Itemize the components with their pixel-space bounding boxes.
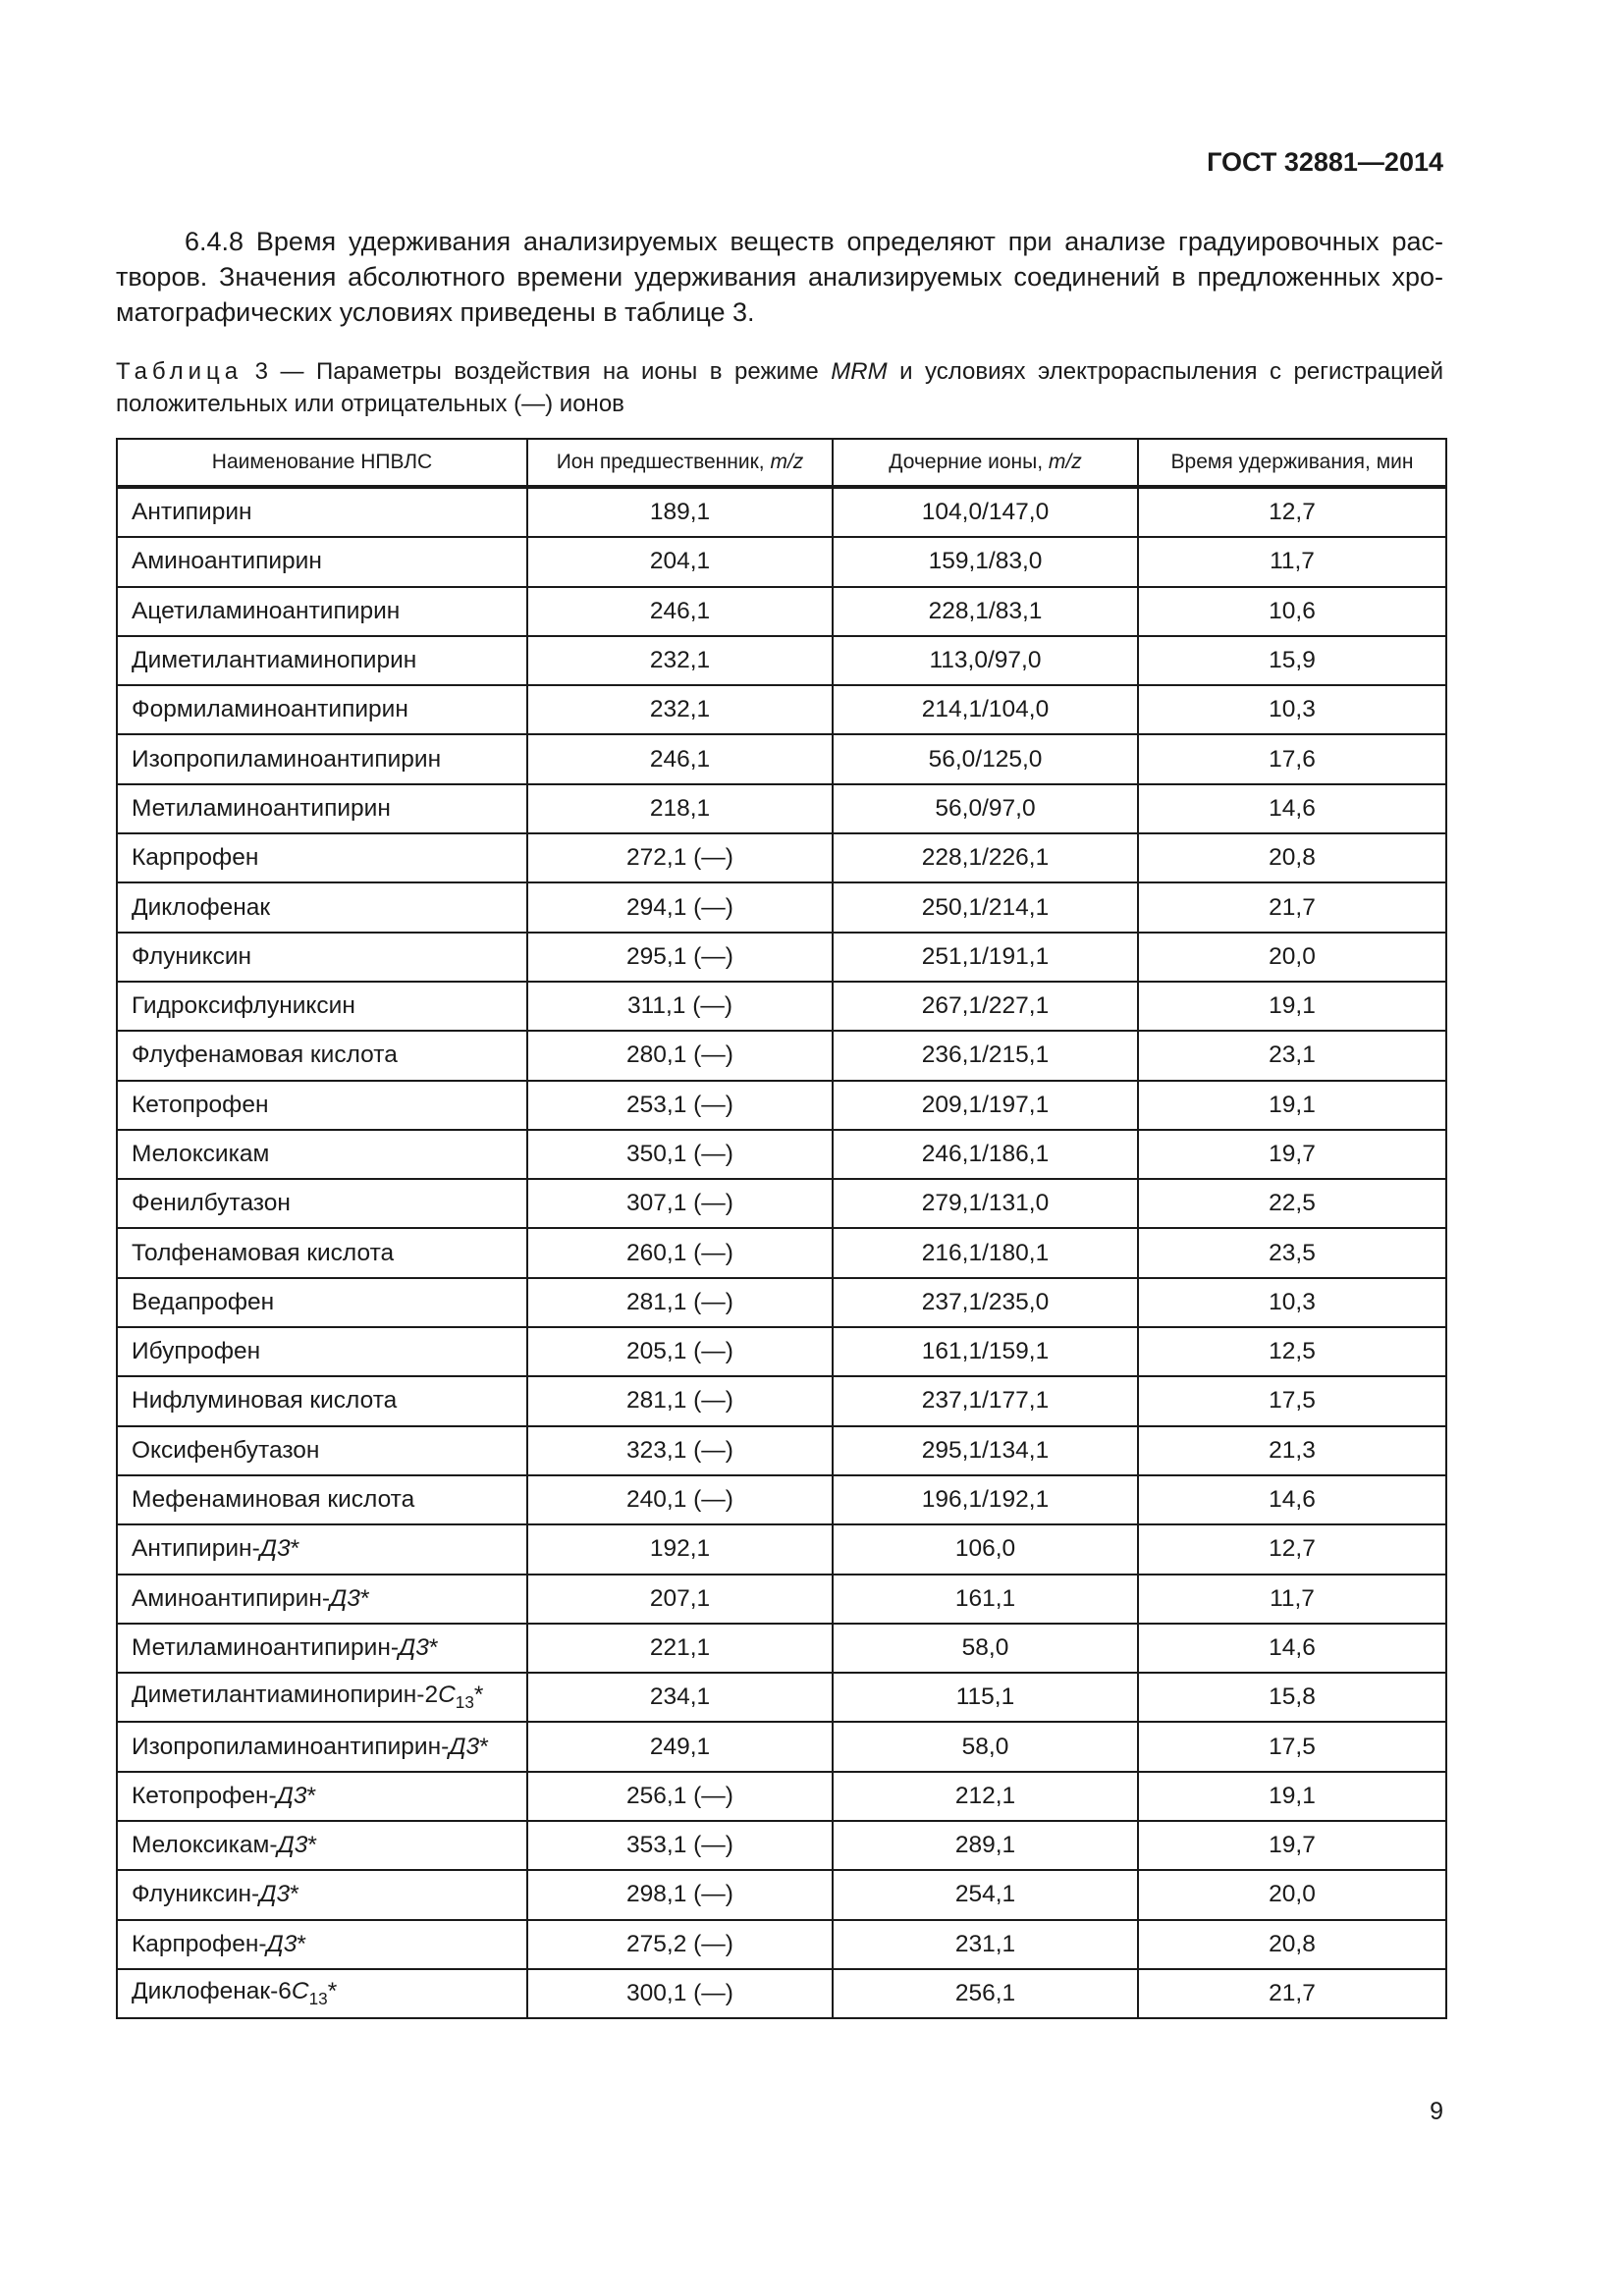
table-row [117,1031,1446,1080]
column-header-precursor [527,439,833,487]
precursor-ion-cell: 298,1 (—) [527,1870,833,1919]
retention-time-cell: 15,8 [1138,1673,1446,1722]
precursor-ion-cell: 281,1 (—) [527,1278,833,1327]
table-row [117,537,1446,586]
isotope-label: Д3 [276,1782,307,1809]
daughter-ions-cell: 231,1 [833,1920,1138,1969]
precursor-ion-cell: 350,1 (—) [527,1130,833,1179]
precursor-ion-cell: 249,1 [527,1722,833,1771]
parameters-table [116,438,1447,2019]
retention-time-cell: 19,7 [1138,1130,1446,1179]
column-header-precursor-label: Ион предшественник, [556,451,771,473]
table-row [117,734,1446,783]
footnote-mark: * [290,1535,300,1563]
precursor-ion-cell: 221,1 [527,1624,833,1673]
daughter-ions-cell: 251,1/191,1 [833,933,1138,982]
substance-name-cell [117,1722,527,1771]
column-header-daughter [833,439,1138,487]
precursor-ion-cell: 232,1 [527,685,833,734]
substance-name-cell: Карпрофен [117,833,527,882]
retention-time-cell: 20,8 [1138,1920,1446,1969]
table-row [117,1969,1446,2018]
isotope-label: Д3 [266,1930,298,1957]
table-row [117,1673,1446,1722]
substance-name-cell [117,1870,527,1919]
substance-name-cell: Флуфенамовая кислота [117,1031,527,1080]
footnote-mark: * [473,1682,484,1709]
retention-time-cell: 14,6 [1138,784,1446,833]
table-row [117,784,1446,833]
substance-name-cell: Мефенаминовая кислота [117,1475,527,1524]
table-row [117,587,1446,636]
precursor-ion-cell: 189,1 [527,487,833,537]
precursor-ion-cell: 323,1 (—) [527,1426,833,1475]
substance-base-name: Аминоантипирин- [132,1584,331,1612]
table-row [117,1920,1446,1969]
isotope-label: Д3 [399,1633,429,1661]
daughter-ions-cell: 196,1/192,1 [833,1475,1138,1524]
retention-time-cell: 19,1 [1138,982,1446,1031]
substance-name-cell: Флуниксин [117,933,527,982]
substance-name-cell: Толфенамовая кислота [117,1228,527,1277]
table-row [117,1524,1446,1574]
retention-time-cell: 22,5 [1138,1179,1446,1228]
paragraph-line: матографических условиях приведены в таблице 3. [116,297,755,327]
precursor-ion-cell: 192,1 [527,1524,833,1574]
paragraph-line: творов. Значения абсолютного времени удерживания анализируемых соединений в предложенных хро- [116,262,1443,292]
retention-time-cell: 11,7 [1138,537,1446,586]
isotope-label: Д3 [277,1832,308,1859]
retention-time-cell: 21,3 [1138,1426,1446,1475]
retention-time-cell: 19,1 [1138,1081,1446,1130]
column-header-retention: Время удерживания, мин [1138,439,1446,487]
column-header-name: Наименование НПВЛС [117,439,527,487]
precursor-ion-cell: 353,1 (—) [527,1821,833,1870]
table-row [117,1130,1446,1179]
precursor-ion-cell: 256,1 (—) [527,1772,833,1821]
table-row [117,1327,1446,1376]
precursor-ion-cell: 253,1 (—) [527,1081,833,1130]
table-row [117,1772,1446,1821]
precursor-ion-cell: 275,2 (—) [527,1920,833,1969]
caption-text-2: и условиях электрораспыления с регистрацией [887,358,1443,385]
precursor-ion-cell: 294,1 (—) [527,882,833,932]
retention-time-cell: 10,3 [1138,685,1446,734]
retention-time-cell: 11,7 [1138,1575,1446,1624]
paragraph-line: 6.4.8 Время удерживания анализируемых веществ определяют при анализе градуировочных рас- [185,227,1443,256]
daughter-ions-cell: 236,1/215,1 [833,1031,1138,1080]
substance-name-cell [117,1575,527,1624]
daughter-ions-cell: 106,0 [833,1524,1138,1574]
daughter-ions-cell: 295,1/134,1 [833,1426,1138,1475]
retention-time-cell: 17,6 [1138,734,1446,783]
precursor-ion-cell: 295,1 (—) [527,933,833,982]
isotope-label: Д3 [259,1535,291,1563]
column-header-daughter-label: Дочерние ионы, [889,451,1049,473]
daughter-ions-cell: 159,1/83,0 [833,537,1138,586]
table-row [117,1228,1446,1277]
table-caption [116,355,1443,420]
retention-time-cell: 20,0 [1138,933,1446,982]
substance-name-cell [117,1821,527,1870]
isotope-label: С [438,1682,456,1709]
daughter-ions-cell: 228,1/226,1 [833,833,1138,882]
daughter-ions-cell: 161,1 [833,1575,1138,1624]
substance-name-cell [117,1673,527,1722]
daughter-ions-cell: 254,1 [833,1870,1138,1919]
column-header-precursor-unit: m/z [770,451,804,473]
isotope-label: Д3 [330,1584,360,1612]
substance-base-name: Карпрофен- [132,1930,267,1957]
footnote-mark: * [290,1881,299,1908]
footnote-mark: * [297,1930,306,1957]
table-row [117,882,1446,932]
precursor-ion-cell: 307,1 (—) [527,1179,833,1228]
daughter-ions-cell: 216,1/180,1 [833,1228,1138,1277]
retention-time-cell: 12,5 [1138,1327,1446,1376]
substance-name-cell: Оксифенбутазон [117,1426,527,1475]
substance-name-cell: Кетопрофен [117,1081,527,1130]
footnote-mark: * [359,1584,370,1612]
footnote-mark: * [307,1832,317,1859]
daughter-ions-cell: 115,1 [833,1673,1138,1722]
daughter-ions-cell: 56,0/97,0 [833,784,1138,833]
footnote-mark: * [306,1782,317,1809]
table-row [117,1722,1446,1771]
table-body [117,487,1446,2018]
retention-time-cell: 20,8 [1138,833,1446,882]
substance-name-cell: Ибупрофен [117,1327,527,1376]
table-row [117,1426,1446,1475]
column-header-daughter-unit: m/z [1048,451,1082,473]
caption-mode: MRM [831,358,888,385]
section-paragraph [116,224,1443,330]
substance-name-cell [117,1969,527,2018]
table-row [117,833,1446,882]
precursor-ion-cell: 240,1 (—) [527,1475,833,1524]
daughter-ions-cell: 228,1/83,1 [833,587,1138,636]
daughter-ions-cell: 279,1/131,0 [833,1179,1138,1228]
retention-time-cell: 12,7 [1138,1524,1446,1574]
table-row [117,487,1446,537]
substance-name-cell: Мелоксикам [117,1130,527,1179]
table-row [117,933,1446,982]
substance-name-cell: Фенилбутазон [117,1179,527,1228]
substance-base-name: Мелоксикам- [132,1832,278,1859]
page-number: 9 [1430,2098,1443,2125]
table-row [117,1821,1446,1870]
table-row [117,1870,1446,1919]
table-row [117,1624,1446,1673]
precursor-ion-cell: 246,1 [527,587,833,636]
substance-name-cell: Ацетиламиноантипирин [117,587,527,636]
document-id: ГОСТ 32881—2014 [1207,147,1443,177]
precursor-ion-cell: 311,1 (—) [527,982,833,1031]
substance-name-cell: Антипирин [117,487,527,537]
daughter-ions-cell: 56,0/125,0 [833,734,1138,783]
precursor-ion-cell: 232,1 [527,636,833,685]
substance-base-name: Диметилантиаминопирин-2 [132,1682,439,1709]
daughter-ions-cell: 161,1/159,1 [833,1327,1138,1376]
precursor-ion-cell: 204,1 [527,537,833,586]
table-row [117,685,1446,734]
retention-time-cell: 21,7 [1138,1969,1446,2018]
daughter-ions-cell: 209,1/197,1 [833,1081,1138,1130]
table-row [117,1179,1446,1228]
daughter-ions-cell: 246,1/186,1 [833,1130,1138,1179]
substance-base-name: Флуниксин- [132,1881,260,1908]
retention-time-cell: 17,5 [1138,1376,1446,1425]
substance-name-cell: Диметилантиаминопирин [117,636,527,685]
substance-name-cell: Нифлуминовая кислота [117,1376,527,1425]
retention-time-cell: 12,7 [1138,487,1446,537]
retention-time-cell: 15,9 [1138,636,1446,685]
daughter-ions-cell: 214,1/104,0 [833,685,1138,734]
isotope-subscript: 13 [308,1989,328,2008]
retention-time-cell: 23,1 [1138,1031,1446,1080]
precursor-ion-cell: 246,1 [527,734,833,783]
daughter-ions-cell: 212,1 [833,1772,1138,1821]
precursor-ion-cell: 280,1 (—) [527,1031,833,1080]
table-row [117,1278,1446,1327]
retention-time-cell: 14,6 [1138,1624,1446,1673]
substance-name-cell: Диклофенак [117,882,527,932]
table-row [117,636,1446,685]
precursor-ion-cell: 218,1 [527,784,833,833]
daughter-ions-cell: 256,1 [833,1969,1138,2018]
isotope-label: Д3 [449,1733,480,1760]
retention-time-cell: 19,1 [1138,1772,1446,1821]
precursor-ion-cell: 207,1 [527,1575,833,1624]
isotope-label: С [291,1978,309,2005]
daughter-ions-cell: 113,0/97,0 [833,636,1138,685]
retention-time-cell: 10,3 [1138,1278,1446,1327]
precursor-ion-cell: 205,1 (—) [527,1327,833,1376]
daughter-ions-cell: 58,0 [833,1722,1138,1771]
daughter-ions-cell: 58,0 [833,1624,1138,1673]
retention-time-cell: 19,7 [1138,1821,1446,1870]
table-row [117,1081,1446,1130]
table-row [117,1376,1446,1425]
substance-base-name: Изопропиламиноантипирин- [132,1733,450,1760]
substance-base-name: Метиламиноантипирин- [132,1633,400,1661]
substance-name-cell: Формиламиноантипирин [117,685,527,734]
retention-time-cell: 10,6 [1138,587,1446,636]
precursor-ion-cell: 260,1 (—) [527,1228,833,1277]
caption-label: Таблица [116,358,244,385]
document-header [116,147,1443,178]
substance-name-cell: Изопропиламиноантипирин [117,734,527,783]
substance-name-cell [117,1920,527,1969]
caption-line-1 [116,355,1443,388]
retention-time-cell: 23,5 [1138,1228,1446,1277]
table-row [117,1475,1446,1524]
substance-name-cell: Аминоантипирин [117,537,527,586]
footnote-mark: * [428,1633,439,1661]
table-header-row [117,439,1446,487]
precursor-ion-cell: 281,1 (—) [527,1376,833,1425]
substance-name-cell [117,1624,527,1673]
daughter-ions-cell: 289,1 [833,1821,1138,1870]
precursor-ion-cell: 272,1 (—) [527,833,833,882]
substance-name-cell: Метиламиноантипирин [117,784,527,833]
substance-name-cell: Ведапрофен [117,1278,527,1327]
substance-name-cell [117,1772,527,1821]
substance-name-cell: Гидроксифлуниксин [117,982,527,1031]
substance-base-name: Кетопрофен- [132,1782,277,1809]
daughter-ions-cell: 104,0/147,0 [833,487,1138,537]
footnote-mark: * [479,1733,489,1760]
daughter-ions-cell: 267,1/227,1 [833,982,1138,1031]
substance-base-name: Диклофенак-6 [132,1978,292,2005]
substance-name-cell [117,1524,527,1574]
daughter-ions-cell: 250,1/214,1 [833,882,1138,932]
isotope-label: Д3 [259,1881,291,1908]
retention-time-cell: 14,6 [1138,1475,1446,1524]
daughter-ions-cell: 237,1/235,0 [833,1278,1138,1327]
precursor-ion-cell: 300,1 (—) [527,1969,833,2018]
table-row [117,982,1446,1031]
retention-time-cell: 20,0 [1138,1870,1446,1919]
caption-text-1: 3 — Параметры воздействия на ионы в режиме [243,358,832,385]
retention-time-cell: 21,7 [1138,882,1446,932]
isotope-subscript: 13 [455,1692,474,1713]
substance-base-name: Антипирин- [132,1535,260,1563]
retention-time-cell: 17,5 [1138,1722,1446,1771]
table-row [117,1575,1446,1624]
footnote-mark: * [327,1978,338,2005]
caption-line-2: положительных или отрицательных (—) ионов [116,391,624,417]
daughter-ions-cell: 237,1/177,1 [833,1376,1138,1425]
precursor-ion-cell: 234,1 [527,1673,833,1722]
